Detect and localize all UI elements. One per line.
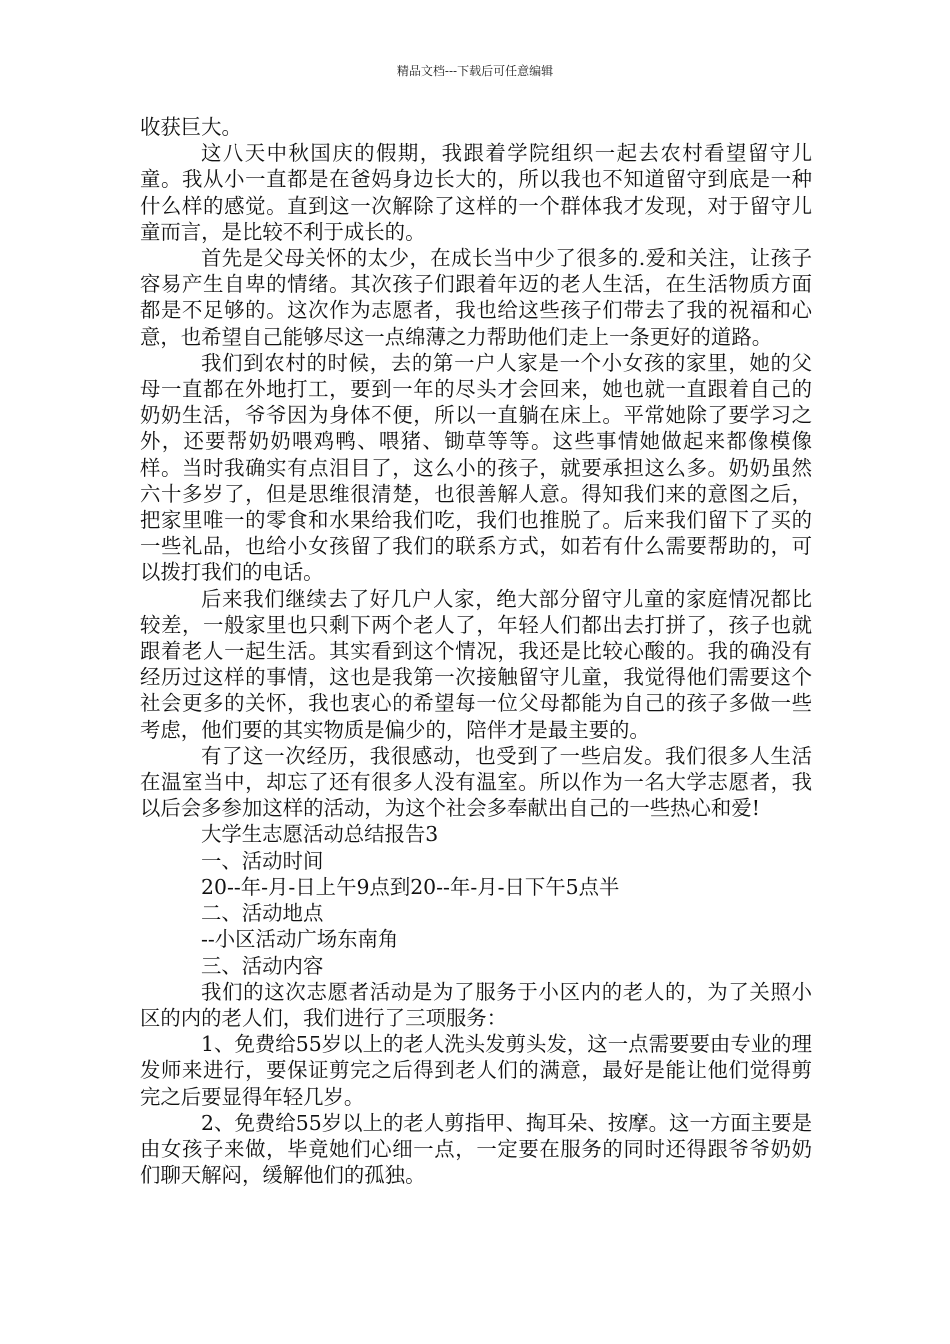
paragraph: 1、免费给55岁以上的老人洗头发剪头发，这一点需要要由专业的理发师来进行，要保证剪完之后得到老人们的满意，最好是能让他们觉得剪完之后要显得年轻几岁。 <box>140 1032 812 1109</box>
section-title: 大学生志愿活动总结报告3 <box>201 822 439 847</box>
section-heading: 三、活动内容 <box>201 953 324 978</box>
paragraph: 首先是父母关怀的太少，在成长当中少了很多的.爱和关注，让孩子容易产生自卑的情绪。其次孩子们跟着年迈的老人生活，在生活物质方面都是不足够的。这次作为志愿者，我也给这些孩子们带去了我的祝福和心意，也希望自己能够尽这一点绵薄之力帮助他们走上一条更好的道路。 <box>140 246 812 349</box>
activity-time: 20--年-月-日上午9点到20--年-月-日下午5点半 <box>201 874 620 899</box>
page-header: 精品文档---下载后可任意编辑 <box>396 64 554 78</box>
paragraph: 有了这一次经历，我很感动，也受到了一些启发。我们很多人生活在温室当中，却忘了还有很多人没有温室。所以作为一名大学志愿者，我以后会多参加这样的活动，为这个社会多奉献出自己的一些热心和爱! <box>140 743 812 821</box>
paragraph: 收获巨大。 <box>140 115 242 139</box>
activity-location: --小区活动广场东南角 <box>201 927 399 952</box>
section-heading: 一、活动时间 <box>201 848 324 873</box>
paragraph: 后来我们继续去了好几户人家，绝大部分留守儿童的家庭情况都比较差，一般家里也只剩下两个老人了，年轻人们都出去打拼了，孩子也就跟着老人一起生活。其实看到这个情况，我还是比较心酸的。我的确没有经历过这样的事情，这也是我第一次接触留守儿童，我觉得他们需要这个社会更多的关怀，我也衷心的希望每一位父母都能为自己的孩子多做一些考虑，他们要的其实物质是偏少的，陪伴才是最主要的。 <box>140 586 812 742</box>
section-heading: 二、活动地点 <box>201 901 324 926</box>
paragraph: 我们到农村的时候，去的第一户人家是一个小女孩的家里，她的父母一直都在外地打工，要到一年的尽头才会回来，她也就一直跟着自己的奶奶生活，爷爷因为身体不便，所以一直躺在床上。平常她除了要学习之外，还要帮奶奶喂鸡鸭、喂猪、锄草等等。这些事情她做起来都像模像样。当时我确实有点泪目了，这么小的孩子，就要承担这么多。奶奶虽然六十多岁了，但是思维很清楚，也很善解人意。得知我们来的意图之后，把家里唯一的零食和水果给我们吃，我们也推脱了。后来我们留下了买的一些礼品，也给小女孩留了我们的联系方式，如若有什么需要帮助的，可以拨打我们的电话。 <box>140 350 812 585</box>
document-body <box>140 114 812 1188</box>
paragraph: 我们的这次志愿者活动是为了服务于小区内的老人的，为了关照小区的内的老人们，我们进行了三项服务： <box>140 979 812 1030</box>
paragraph: 2、免费给55岁以上的老人剪指甲、掏耳朵、按摩。这一方面主要是由女孩子来做，毕竟她们心细一点，一定要在服务的同时还得跟爷爷奶奶们聊天解闷，缓解他们的孤独。 <box>140 1110 812 1188</box>
paragraph: 这八天中秋国庆的假期，我跟着学院组织一起去农村看望留守儿童。我从小一直都是在爸妈身边长大的，所以我也不知道留守到底是一种什么样的感觉。直到这一次解除了这样的一个群体我才发现，对于留守儿童而言，是比较不利于成长的。 <box>140 141 812 244</box>
